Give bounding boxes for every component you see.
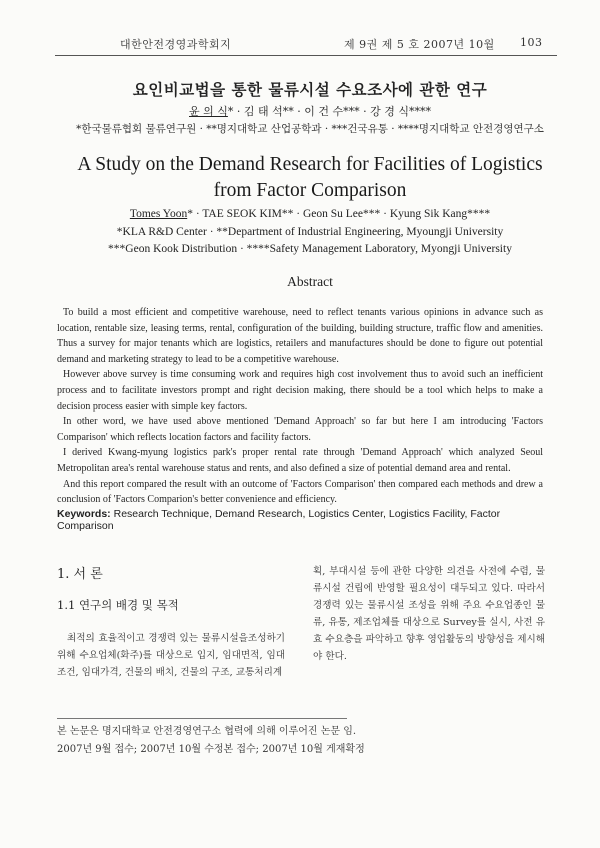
english-title-line2: from Factor Comparison: [213, 180, 407, 201]
body-column-left: [57, 630, 285, 681]
section-heading-introduction: 1. 서 론: [57, 567, 103, 582]
abstract-paragraph: And this report compared the result with an outcome of 'Factors Comparison' then compared each methods and drew a conclusion of 'Factors Comparion's better convenience and efficiency.: [57, 478, 543, 506]
keywords-label: Keywords:: [57, 508, 111, 520]
footnote-dates: 2007년 9월 접수; 2007년 10월 수정본 접수; 2007년 10월 게재확정: [57, 744, 365, 755]
footnote-rule: [57, 718, 347, 719]
body-paragraph-left: 최적의 효율적이고 경쟁력 있는 물류시설을조성하기 위해 수요업체(화주)를 대상으로 입지, 임대면적, 임대조건, 임대가격, 건물의 배치, 건물의 구조, 교통처리계: [57, 633, 285, 678]
english-first-author: Tomes Yoon: [129, 208, 188, 220]
header-rule: [55, 55, 557, 56]
korean-title: 요인비교법을 통한 물류시설 수요조사에 관한 연구: [132, 80, 488, 99]
english-other-authors: * · TAE SEOK KIM** · Geon Su Lee*** · Kyung Sik Kang****: [187, 208, 491, 220]
english-authors: [40, 208, 580, 220]
korean-other-authors: * · 김 태 석** · 이 건 수*** · 강 경 식****: [227, 105, 431, 118]
abstract-body: [57, 305, 543, 508]
korean-authors: [40, 103, 580, 119]
body-column-right: [313, 563, 545, 665]
volume-issue: 제 9권 제 5 호 2007년 10월: [344, 38, 495, 51]
english-affiliation-1: *KLA R&D Center · **Department of Industrial Engineering, Myoungji University: [116, 226, 504, 238]
page-number: 103: [520, 36, 543, 49]
english-title-line1: A Study on the Demand Research for Facilities of Logistics: [77, 154, 543, 175]
abstract-heading: Abstract: [287, 274, 333, 289]
footnote-acknowledgement: 본 논문은 명지대학교 안전경영연구소 협력에 의해 이루어진 논문 임.: [57, 726, 357, 737]
abstract-paragraph: To build a most efficient and competitive warehouse, need to reflect tenants various opinions in advance such as location, rentable size, leasing terms, rental, configuration of the building, building structure, traffic flow and amenities. Thus a survey for major tenants which are logistics, retailers and manufactures should be done to figure out potential demand and marketing strategy to lead to be a competitive warehouse.: [57, 307, 543, 365]
korean-first-author: 윤 의 식: [189, 105, 228, 118]
english-affiliation-2: ***Geon Kook Distribution · ****Safety Management Laboratory, Myongji University: [108, 243, 512, 255]
body-paragraph-right: 획, 부대시설 등에 관한 다양한 의견을 사전에 수렴, 물류시설 건립에 반영할 필요성이 대두되고 있다. 따라서 경쟁력 있는 물류시설 조성을 위해 주요 수요업종인 물류, 유통, 제조업체를 대상으로 Survey를 실시, 사전 유효 수요층을 파악하고 향후 영업활동의 방향성을 제시해야 한다.: [313, 566, 545, 662]
korean-affiliations: *한국물류협회 물류연구원 · **명지대학교 산업공학과 · ***건국유통 · ****명지대학교 안전경영연구소: [76, 123, 544, 135]
keywords-text: Research Technique, Demand Research, Logistics Center, Logistics Facility, Factor Comparison: [57, 508, 501, 532]
abstract-paragraph: I derived Kwang-myung logistics park's proper rental rate through 'Demand Approach' which analyzed Seoul Metropolitan area's rental warehouse status and rents, and also defined a size of potential demand area and rental.: [57, 447, 543, 474]
keywords: [57, 508, 557, 532]
journal-name: 대한안전경영과학회지: [120, 38, 232, 51]
abstract-paragraph: In other word, we have used above mentioned 'Demand Approach' so far but here I am introducing 'Factors Comparison' which reflects location factors and facility factors.: [57, 416, 543, 443]
abstract-paragraph: However above survey is time consuming work and requires high cost involvement thus to avoid such an inefficient process and to facilitate investors prompt and right decision making, there should be a tool which helps to make a decision process easier with simple key factors.: [57, 369, 543, 412]
subsection-heading-background: 1.1 연구의 배경 및 목적: [57, 598, 179, 612]
english-title: [40, 152, 580, 204]
